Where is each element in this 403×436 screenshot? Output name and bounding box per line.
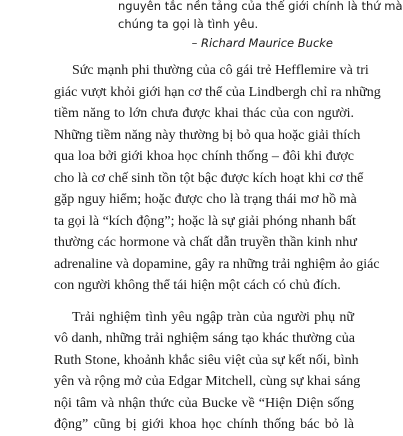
text-line: Ruth Stone, khoảnh khắc siêu việt của sự kết nối, bình [54, 352, 359, 368]
text-line: cho là cơ chế sinh tồn tột bậc được kích hoạt khi cơ thể [54, 170, 364, 186]
text-line: nội tâm và nhận thức của Bucke về “Hiện Diện sống [54, 395, 354, 411]
quote-line: nguyên tắc nền tảng của thế giới chính là thứ mà [118, 0, 403, 13]
quote-author: – Richard Maurice Bucke [191, 36, 333, 50]
text-line: Sức mạnh phi thường của cô gái trẻ Hefflemire và tri [72, 63, 369, 78]
text-line: gặp nguy hiểm; hoặc được cho là trạng thái mơ hồ mà [54, 192, 357, 207]
paragraph-1 [54, 60, 381, 297]
text-line: thường các hormone và chất dẫn truyền thần kinh như [54, 235, 357, 250]
text-line: adrenaline và dopamine, gây ra những trải nghiệm ảo giác [54, 256, 380, 272]
body-text [54, 60, 381, 436]
epigraph-quote [118, 0, 403, 50]
paragraph-2 [54, 307, 361, 436]
text-line: Những tiềm năng này thường bị bỏ qua hoặc giải thích [54, 127, 361, 143]
quote-line: chúng ta gọi là tình yêu. [118, 17, 259, 31]
text-line: qua loa bởi giới khoa học chính thống – đôi khi được [54, 149, 354, 164]
text-line: Trải nghiệm tình yêu ngập tràn của người phụ nữ [72, 309, 354, 325]
text-line: tiềm năng to lớn chưa được khai thác của con người. [54, 106, 354, 121]
text-line: ta gọi là “kích động”; hoặc là sự giải phóng nhanh bất [54, 213, 356, 229]
text-line: vô danh, những trải nghiệm sáng tạo khác thường của [54, 331, 355, 346]
text-line: động” cũng bị giới khoa học chính thống bác bỏ là [54, 417, 354, 432]
text-line: giác vượt khỏi giới hạn cơ thể của Lindbergh chỉ ra những [54, 84, 381, 100]
text-line: yên và rộng mở của Edgar Mitchell, cùng sự khai sáng [54, 374, 361, 389]
text-line: con người không thể tái hiện một cách có chủ đích. [54, 278, 341, 293]
